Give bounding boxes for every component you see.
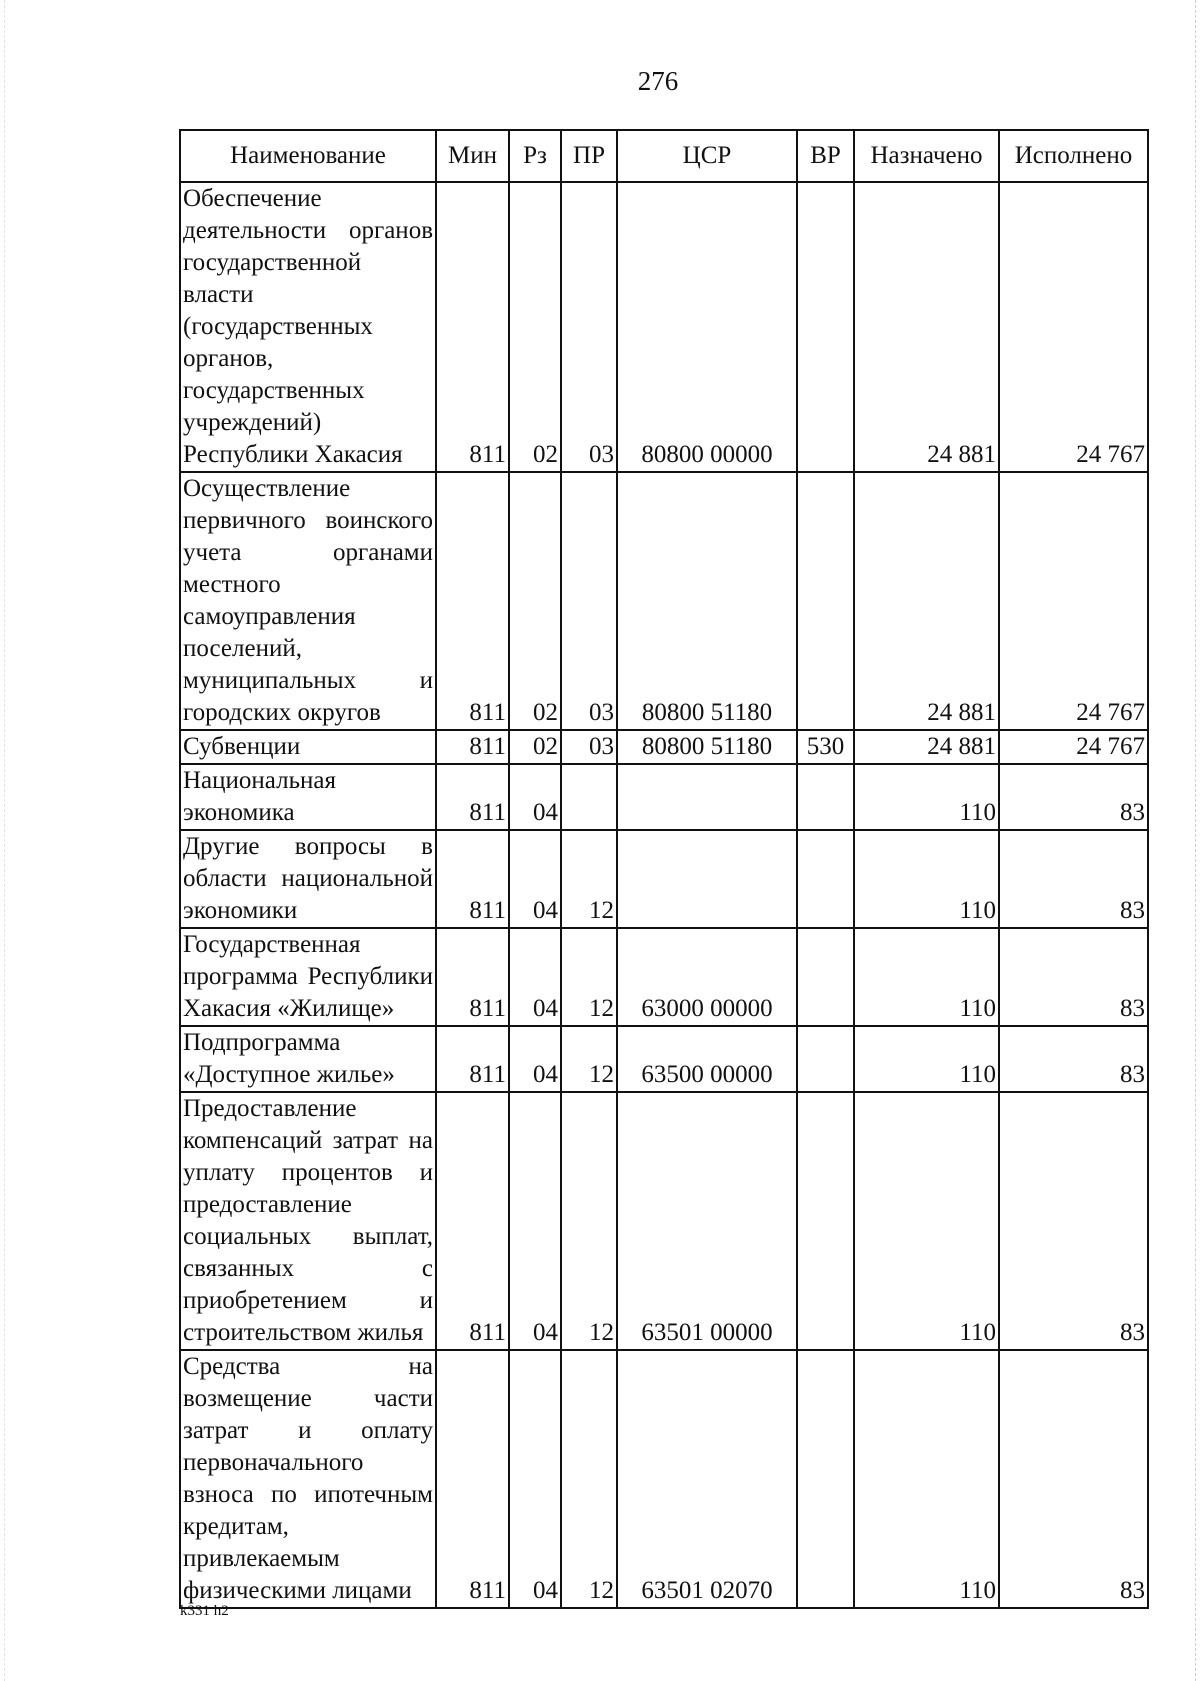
- cell-vr: 530: [797, 730, 854, 764]
- col-header-vr: ВР: [797, 130, 854, 182]
- cell-assigned: 24 881: [854, 182, 999, 472]
- cell-executed: 83: [999, 928, 1148, 1026]
- cell-name: Обеспечение деятельности органов государственной власти (государственных органов, государственных учреждений) Республики Хакасия: [180, 182, 436, 472]
- table-row: [180, 182, 1148, 472]
- cell-executed: 83: [999, 1026, 1148, 1092]
- table-row: [180, 764, 1148, 830]
- cell-name: Средства на возмещение части затрат и оплату первоначального взноса по ипотечным кредитам, привлекаемым физическими лицами: [180, 1350, 436, 1608]
- cell-csr: 63501 02070: [617, 1350, 797, 1608]
- col-header-name: Наименование: [180, 130, 436, 182]
- cell-name: Государственная программа Республики Хакасия «Жилище»: [180, 928, 436, 1026]
- table-row: [180, 830, 1148, 928]
- cell-csr: [617, 830, 797, 928]
- cell-min: 811: [436, 1350, 509, 1608]
- cell-rz: 04: [509, 764, 561, 830]
- cell-rz: 04: [509, 1350, 561, 1608]
- cell-csr: 80800 51180: [617, 472, 797, 730]
- cell-name: Подпрограмма «Доступное жилье»: [180, 1026, 436, 1092]
- cell-rz: 02: [509, 182, 561, 472]
- cell-csr: 63500 00000: [617, 1026, 797, 1092]
- cell-vr: [797, 764, 854, 830]
- cell-vr: [797, 928, 854, 1026]
- table-row: [180, 472, 1148, 730]
- cell-rz: 04: [509, 1092, 561, 1350]
- cell-name: Субвенции: [180, 730, 436, 764]
- table-row: [180, 730, 1148, 764]
- cell-executed: 83: [999, 830, 1148, 928]
- cell-assigned: 110: [854, 1350, 999, 1608]
- cell-vr: [797, 472, 854, 730]
- cell-pr: 03: [561, 472, 617, 730]
- cell-assigned: 110: [854, 928, 999, 1026]
- col-header-min: Мин: [436, 130, 509, 182]
- cell-pr: [561, 764, 617, 830]
- cell-csr: 80800 00000: [617, 182, 797, 472]
- cell-pr: 03: [561, 182, 617, 472]
- cell-pr: 12: [561, 1092, 617, 1350]
- table-row: [180, 928, 1148, 1026]
- cell-pr: 12: [561, 928, 617, 1026]
- cell-name: Осуществление первичного воинского учета органами местного самоуправления поселений, муниципальных и городских округов: [180, 472, 436, 730]
- cell-executed: 24 767: [999, 472, 1148, 730]
- cell-executed: 83: [999, 1350, 1148, 1608]
- cell-vr: [797, 182, 854, 472]
- cell-min: 811: [436, 830, 509, 928]
- header-row: [180, 130, 1148, 182]
- cell-assigned: 110: [854, 830, 999, 928]
- budget-table: [179, 129, 1149, 1609]
- cell-name: Другие вопросы в области национальной экономики: [180, 830, 436, 928]
- cell-pr: 03: [561, 730, 617, 764]
- cell-pr: 12: [561, 1026, 617, 1092]
- col-header-csr: ЦСР: [617, 130, 797, 182]
- cell-assigned: 110: [854, 1026, 999, 1092]
- cell-vr: [797, 1092, 854, 1350]
- cell-assigned: 24 881: [854, 472, 999, 730]
- cell-executed: 24 767: [999, 730, 1148, 764]
- cell-assigned: 110: [854, 1092, 999, 1350]
- cell-min: 811: [436, 182, 509, 472]
- cell-pr: 12: [561, 830, 617, 928]
- cell-csr: 80800 51180: [617, 730, 797, 764]
- col-header-rz: Рз: [509, 130, 561, 182]
- scan-edge-left: [4, 0, 6, 1681]
- col-header-executed: Исполнено: [999, 130, 1148, 182]
- cell-name: Национальная экономика: [180, 764, 436, 830]
- cell-csr: [617, 764, 797, 830]
- cell-vr: [797, 1026, 854, 1092]
- col-header-pr: ПР: [561, 130, 617, 182]
- cell-rz: 04: [509, 928, 561, 1026]
- cell-executed: 24 767: [999, 182, 1148, 472]
- cell-min: 811: [436, 472, 509, 730]
- cell-min: 811: [436, 730, 509, 764]
- cell-csr: 63000 00000: [617, 928, 797, 1026]
- cell-name: Предоставление компенсаций затрат на уплату процентов и предоставление социальных выплат, связанных с приобретением и строительством жилья: [180, 1092, 436, 1350]
- page-number: 276: [637, 66, 679, 96]
- col-header-assigned: Назначено: [854, 130, 999, 182]
- cell-assigned: 110: [854, 764, 999, 830]
- cell-csr: 63501 00000: [617, 1092, 797, 1350]
- cell-executed: 83: [999, 764, 1148, 830]
- cell-min: 811: [436, 1026, 509, 1092]
- cell-min: 811: [436, 928, 509, 1026]
- cell-executed: 83: [999, 1092, 1148, 1350]
- cell-rz: 04: [509, 1026, 561, 1092]
- cell-vr: [797, 1350, 854, 1608]
- cell-vr: [797, 830, 854, 928]
- cell-assigned: 24 881: [854, 730, 999, 764]
- cell-min: 811: [436, 764, 509, 830]
- table-row: [180, 1092, 1148, 1350]
- table-row: [180, 1026, 1148, 1092]
- cell-min: 811: [436, 1092, 509, 1350]
- cell-pr: 12: [561, 1350, 617, 1608]
- table-row: [180, 1350, 1148, 1608]
- scan-edge-right: [1194, 0, 1196, 1681]
- cell-rz: 04: [509, 830, 561, 928]
- cell-rz: 02: [509, 472, 561, 730]
- cell-rz: 02: [509, 730, 561, 764]
- footer-code: k331 h2: [180, 1603, 229, 1619]
- table-body: [180, 182, 1148, 1608]
